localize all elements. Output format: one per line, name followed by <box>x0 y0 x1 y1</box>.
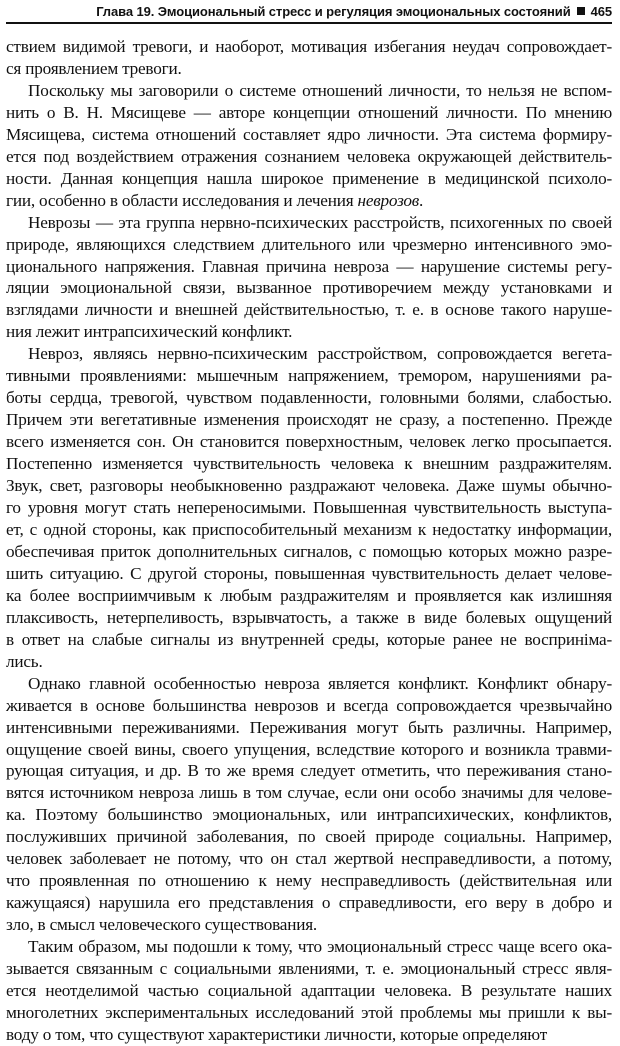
text-line <box>6 585 612 607</box>
line-text: ка более восприимчивым к любым раздражителям и проявляется как излишняя <box>6 585 612 605</box>
text-line <box>6 892 612 914</box>
text-line <box>6 497 612 519</box>
paragraph <box>6 36 612 80</box>
line-text: ния лежит интрапсихический конфликт. <box>6 322 293 342</box>
line-text: зло, в смысл человеческого существования. <box>6 915 318 935</box>
line-text: зывается связанным с социальными явлениями, т. е. эмоциональный стресс явля- <box>6 959 612 979</box>
text-line <box>6 695 612 717</box>
line-text: тивными проявлениями: мышечным напряжением, тремором, нарушениями ра- <box>6 366 612 386</box>
line-text: человек заболевает не потому, что он стал жертвой несправедливости, а потому, <box>6 849 612 869</box>
line-text: лись. <box>6 651 43 671</box>
line-text: ка. Поэтому большинство эмоциональных, или интрапсихических, конфликтов, <box>6 805 612 825</box>
paragraph <box>6 673 612 936</box>
text-line <box>6 804 612 826</box>
line-text: воду о том, что существуют характеристики личности, которые определяют <box>6 1024 548 1044</box>
line-text: Неврозы — эта группа нервно-психических расстройств, психогенных по своей <box>28 212 612 232</box>
text-line <box>6 365 612 387</box>
text-line <box>6 212 612 234</box>
text-line <box>6 1024 612 1046</box>
text-line <box>6 102 612 124</box>
line-text: ется неотделимой частью социальной адаптации человека. В результате наших <box>6 980 612 1000</box>
line-text: гии, особенно в области исследования и лечения <box>6 190 358 210</box>
text-line <box>6 299 612 321</box>
running-header <box>6 0 612 24</box>
text-line <box>6 607 612 629</box>
text-line <box>6 782 612 804</box>
text-line <box>6 453 612 475</box>
text-line <box>6 431 612 453</box>
text-line <box>6 168 612 190</box>
text-line <box>6 80 612 102</box>
line-text: . <box>419 190 424 210</box>
line-text: ционального напряжения. Главная причина невроза — нарушение системы регу- <box>6 256 612 276</box>
paragraph <box>6 80 612 212</box>
line-text: живается в основе большинства неврозов и всегда сопровождается чрезвычайно <box>6 695 612 715</box>
text-line <box>6 760 612 782</box>
line-text: Однако главной особенностью невроза является конфликт. Конфликт обнару- <box>28 673 612 693</box>
text-line <box>6 717 612 739</box>
line-text: ствием видимой тревоги, и наоборот, мотивация избегания неудач сопровождает- <box>6 37 612 56</box>
text-line <box>6 980 612 1002</box>
text-line <box>6 475 612 497</box>
paragraph <box>6 212 612 344</box>
text-line <box>6 387 612 409</box>
line-text: Мясищева, система отношений составляет ядро личности. Эта система формиру- <box>6 124 612 144</box>
text-line <box>6 673 612 695</box>
text-line <box>6 409 612 431</box>
line-text: взглядами личности и внешней действительностью, т. е. в основе такого наруше- <box>6 300 612 320</box>
line-text: ется под воздействием отражения сознанием человека окружающей действитель- <box>6 146 612 166</box>
line-text: боты сердца, тревогой, чувством подавленности, головными болями, слабостью. <box>6 388 612 408</box>
running-title: Глава 19. Эмоциональный стресс и регуляция эмоциональных состояний <box>96 3 571 19</box>
text-line <box>6 519 612 541</box>
emphasis-term: неврозов <box>357 190 420 210</box>
text-line <box>6 277 612 299</box>
text-line <box>6 234 612 256</box>
line-text: ет, с одной стороны, как приспособительный механизм к недостатку информации, <box>6 519 612 539</box>
text-line <box>6 58 612 80</box>
text-line <box>6 739 612 761</box>
text-line <box>6 914 612 936</box>
text-line <box>6 124 612 146</box>
line-text: ся проявлением тревоги. <box>6 58 182 78</box>
line-text: обеспечивая приток дополнительных сигналов, с помощью которых можно разре- <box>6 541 612 561</box>
paragraph <box>6 936 612 1046</box>
line-text: го уровня могут стать непереносимыми. Повышенная чувствительность выступа- <box>6 498 612 518</box>
text-line <box>6 343 612 365</box>
line-text: кажущаяся) нарушила его представления о справедливости, его веру в добро и <box>6 893 612 913</box>
line-text: Причем эти вегетативные изменения происходят не сразу, а постепенно. Прежде <box>6 410 612 430</box>
text-line <box>6 936 612 958</box>
line-text: ности. Данная концепция нашла широкое применение в медицинской психоло- <box>6 168 612 188</box>
line-text: многолетних экспериментальных исследований этой проблемы мы пришли к вы- <box>6 1002 612 1022</box>
line-text: что проявленная по отношению к нему несправедливость (действительная или <box>6 871 612 891</box>
line-text: плаксивость, нетерпеливость, взрывчатость, а также в виде болевых ощущений <box>6 607 612 627</box>
text-line <box>6 1002 612 1024</box>
line-text: вятся источником невроза лишь в том случае, если они особо значимы для челове- <box>6 783 612 803</box>
line-text: ляции эмоциональной связи, вызванное противоречием между установками и <box>6 278 612 298</box>
line-text: шить ситуацию. С другой стороны, повышенная чувствительность делает челове- <box>6 563 612 583</box>
text-line <box>6 190 612 212</box>
text-line <box>6 321 612 343</box>
paragraph <box>6 343 612 672</box>
line-text: Звук, свет, разговоры необыкновенно раздражают человека. Даже шумы обычно- <box>6 476 612 496</box>
text-line <box>6 563 612 585</box>
line-text: Постепенно изменяется чувствительность человека к внешним раздражителям. <box>6 454 612 474</box>
line-text: послуживших причиной заболевания, по своей природе социальны. Например, <box>6 827 612 847</box>
text-line <box>6 541 612 563</box>
line-text: интенсивными переживаниями. Переживания могут быть различны. Например, <box>6 717 612 737</box>
text-line <box>6 256 612 278</box>
text-line <box>6 958 612 980</box>
line-text: в ответ на слабые сигналы из внутренней среды, которые ранее не восприніма- <box>6 629 612 649</box>
square-bullet-icon <box>577 7 585 15</box>
line-text: Поскольку мы заговорили о системе отношений личности, то нельзя не вспом- <box>28 80 612 100</box>
body-text <box>6 36 612 1046</box>
text-line <box>6 651 612 673</box>
line-text: природе, являющихся следствием длительного или чрезмерно интенсивного эмо- <box>6 234 612 254</box>
text-line <box>6 870 612 892</box>
text-line <box>6 826 612 848</box>
line-text: нить о В. Н. Мясищеве — авторе концепции отношений личности. По мнению <box>6 102 612 122</box>
line-text: Таким образом, мы подошли к тому, что эмоциональный стресс чаще всего ока- <box>28 937 612 957</box>
line-text: рующая ситуация, и др. В то же время следует отметить, что переживания стано- <box>6 761 612 781</box>
line-text: Невроз, являясь нервно-психическим расстройством, сопровождается вегета- <box>28 344 612 364</box>
text-line <box>6 146 612 168</box>
page-number: 465 <box>590 3 612 19</box>
line-text: всего изменяется сон. Он становится поверхностным, человек легко просыпается. <box>6 432 612 452</box>
text-line <box>6 629 612 651</box>
line-text: ощущение своей вины, своего упущения, вследствие которого и возникла травми- <box>6 739 612 759</box>
text-line <box>6 848 612 870</box>
text-line <box>6 36 612 58</box>
